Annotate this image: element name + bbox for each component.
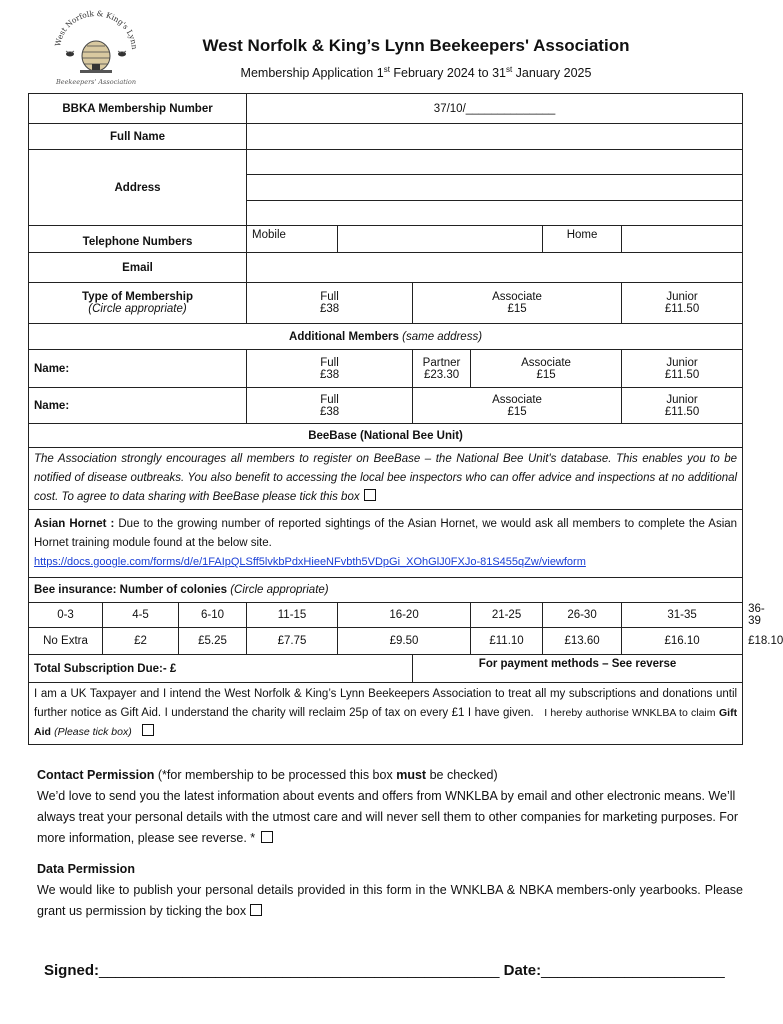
beebase-checkbox[interactable]	[364, 489, 376, 501]
data-permission-checkbox[interactable]	[250, 904, 262, 916]
colony-range-7[interactable]: 31-35	[622, 603, 743, 628]
contact-permission-checkbox[interactable]	[261, 831, 273, 843]
colony-price-6[interactable]: £13.60	[543, 628, 622, 655]
mobile-field[interactable]	[338, 226, 543, 253]
svg-text:Beekeepers' Association: Beekeepers' Association	[55, 78, 137, 86]
membership-option-associate[interactable]: Associate £15	[413, 283, 622, 324]
full-name-field[interactable]	[247, 124, 743, 150]
gift-aid-declaration: I am a UK Taxpayer and I intend the West Norfolk & King’s Lynn Beekeepers Association to treat all my subscriptions and donations until further notice as Gift Aid. I understand the charity will reclaim 25p of tax on every £1 I have given. I hereby authorise WNKLBA to claim Gift Aid (Please tick box)	[29, 683, 743, 745]
additional-1-partner[interactable]: Partner £23.30	[413, 350, 471, 388]
asian-hornet-link[interactable]: https://docs.google.com/forms/d/e/1FAIpQLSff5lvkbPdxHieeNFvbth5VDpGi_XOhGlJ0FXJo-81S455qZw/viewform	[34, 556, 586, 568]
membership-type-label: Type of Membership (Circle appropriate)	[29, 283, 247, 324]
membership-option-full[interactable]: Full £38	[247, 283, 413, 324]
additional-member-2-name[interactable]: Name:	[29, 388, 247, 424]
telephone-label: Telephone Numbers	[29, 226, 247, 253]
gift-aid-checkbox[interactable]	[142, 724, 154, 736]
colony-price-7[interactable]: £16.10	[622, 628, 743, 655]
total-subscription-label[interactable]: Total Subscription Due:- £	[29, 655, 413, 683]
page-subtitle: Membership Application 1st February 2024 to 31st January 2025	[240, 65, 592, 81]
home-label: Home	[543, 226, 622, 253]
additional-2-junior[interactable]: Junior £11.50	[622, 388, 743, 424]
additional-2-associate[interactable]: Associate £15	[413, 388, 622, 424]
colony-price-0[interactable]: No Extra	[29, 628, 103, 655]
additional-1-full[interactable]: Full £38	[247, 350, 413, 388]
colony-range-5[interactable]: 21-25	[471, 603, 543, 628]
email-label: Email	[29, 253, 247, 283]
contact-permission: Contact Permission (*for membership to be processed this box must be checked) We’d love to send you the latest information about events and offers from WNKLBA by email and other electronic means. We’ll always treat your personal details with the utmost care and will never sell them to other companies for marketing purposes. For more information, please see reverse. *	[37, 768, 739, 845]
colony-range-6[interactable]: 26-30	[543, 603, 622, 628]
asian-hornet-section: Asian Hornet : Due to the growing number of reported sightings of the Asian Hornet, we would ask all members to complete the Asian Hornet training module found at the below site. https://docs.google.com/forms/d/e/1FAIpQLSff5lvkbPdxHieeNFvbth5VDpGi_XOhGlJ0FXJo-81S455qZw/viewform	[29, 510, 743, 578]
colony-range-3[interactable]: 11-15	[247, 603, 338, 628]
home-phone-field[interactable]	[622, 226, 743, 253]
signature-line: Signed:________________________________________________ Date:______________________	[44, 962, 725, 979]
additional-members-heading: Additional Members (same address)	[29, 324, 743, 350]
colony-price-4[interactable]: £9.50	[338, 628, 471, 655]
page-title: West Norfolk & King’s Lynn Beekeepers' Association	[202, 36, 630, 55]
membership-option-junior[interactable]: Junior £11.50	[622, 283, 743, 324]
colony-price-3[interactable]: £7.75	[247, 628, 338, 655]
additional-1-associate[interactable]: Associate £15	[471, 350, 622, 388]
payment-methods-note: For payment methods – See reverse	[413, 655, 743, 683]
bee-insurance-heading: Bee insurance: Number of colonies (Circle appropriate)	[29, 578, 743, 603]
beebase-text: The Association strongly encourages all members to register on BeeBase – the National Bee Unit's database. This enables you to be notified of disease outbreaks. You also benefit to accessing the local bee inspectors who can offer advice and inspections at no additional cost. To agree to data sharing with BeeBase please tick this box	[29, 448, 743, 510]
colony-range-0[interactable]: 0-3	[29, 603, 103, 628]
date-field[interactable]: ______________________	[541, 962, 725, 979]
colony-range-1[interactable]: 4-5	[103, 603, 179, 628]
address-line-3[interactable]	[247, 201, 743, 226]
bbka-number-label: BBKA Membership Number	[29, 94, 247, 124]
colony-price-1[interactable]: £2	[103, 628, 179, 655]
address-label: Address	[29, 150, 247, 226]
bbka-number-field[interactable]: 37/10/______________	[247, 94, 743, 124]
colony-range-2[interactable]: 6-10	[179, 603, 247, 628]
address-line-2[interactable]	[247, 175, 743, 201]
data-permission: Data Permission We would like to publish your personal details provided in this form in the WNKLBA & NBKA members-only yearbooks. Please grant us permission by ticking the box	[37, 862, 743, 918]
additional-member-1-name[interactable]: Name:	[29, 350, 247, 388]
logo-text: West Norfolk & King's Lynn	[53, 8, 140, 50]
membership-form: BBKA Membership Number 37/10/______________ Full Name Address Telephone Numbers Mobile Home Email Type of Membership (Circle appropriate) Full £38 Associate £15 Junior £11.50 Additional Members (same address) Name: Full £38 Partner £23.30 Associate £15 Junior £11.50 Name: Full £38 Associate £15 Junior £11.50 BeeBase (National Bee Unit) The Association strongly encourages all members to register on BeeBase – the National Bee Unit's database. This enables you to be notified of disease outbreaks. You also benefit to accessing the local bee inspectors who can offer advice and inspections at no additional cost. To agree to data sharing with BeeBase please tick this box Asian Hornet : Due to the growing number of reported sightings of the Asian Hornet, we would ask all members to complete the Asian Hornet training module found at the below site. https://docs.google.com/forms/d/e/1FAIpQLSff5lvkbPdxHieeNFvbth5VDpGi_XOhGlJ0FXJo-81S455qZw/viewform Bee insurance: Number of colonies (Circle appropriate) 0-3 4-5 6-10 11-15 16-20 21-25 26-30 31-35 36-39 No Extra £2 £5.25 £7.75 £9.50 £11.10 £13.60 £16.10 £18.10 Total Subscription Due:- £ For payment methods – See reverse I am a UK Taxpayer and I intend the West Norfolk & King’s Lynn Beekeepers Association to treat all my subscriptions and donations until further notice as Gift Aid. I understand the charity will reclaim 25p of tax on every £1 I have given. I hereby authorise WNKLBA to claim Gift Aid (Please tick box)	[28, 93, 743, 745]
address-line-1[interactable]	[247, 150, 743, 175]
additional-2-full[interactable]: Full £38	[247, 388, 413, 424]
additional-1-junior[interactable]: Junior £11.50	[622, 350, 743, 388]
beebase-heading: BeeBase (National Bee Unit)	[29, 424, 743, 448]
signature-field[interactable]: ________________________________________________	[99, 962, 500, 979]
colony-range-4[interactable]: 16-20	[338, 603, 471, 628]
colony-price-5[interactable]: £11.10	[471, 628, 543, 655]
full-name-label: Full Name	[29, 124, 247, 150]
mobile-label: Mobile	[247, 226, 338, 253]
colony-price-2[interactable]: £5.25	[179, 628, 247, 655]
association-logo	[50, 8, 142, 88]
email-field[interactable]	[247, 253, 743, 283]
